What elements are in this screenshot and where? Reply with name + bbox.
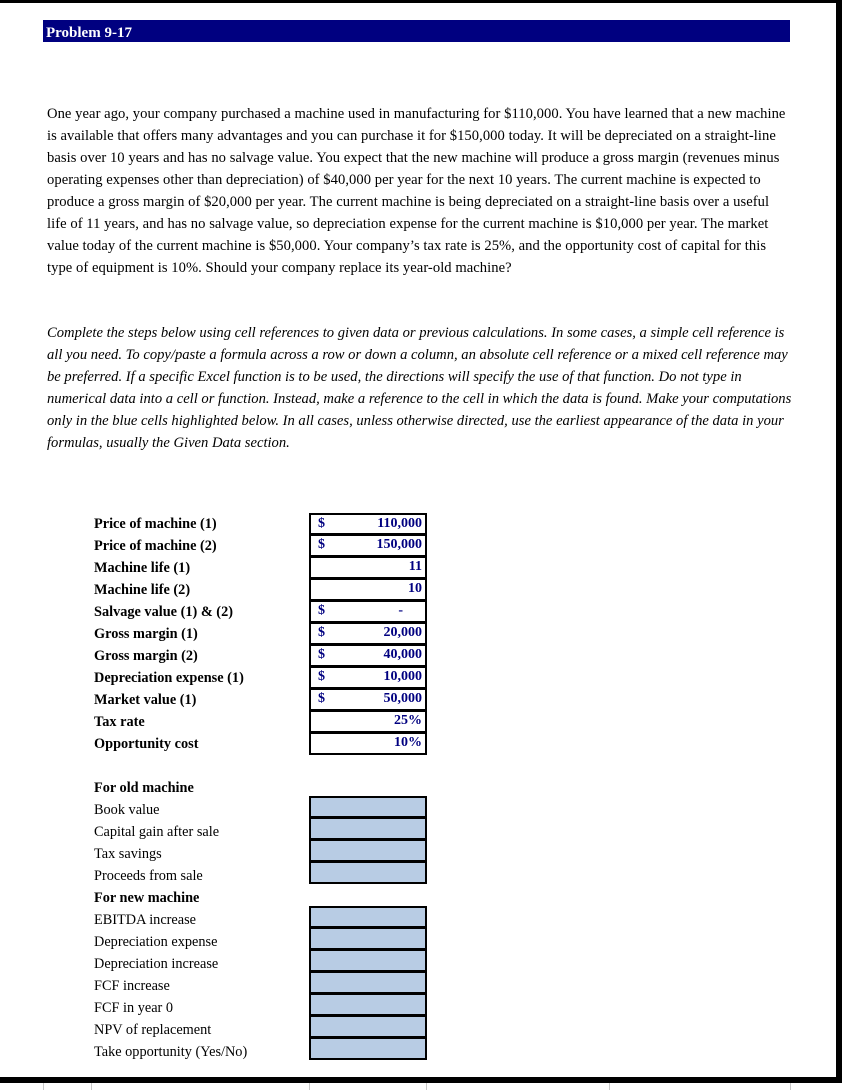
given-label-depreciation-1: Depreciation expense (1) <box>94 670 244 686</box>
input-proceeds-from-sale[interactable] <box>309 862 427 884</box>
given-cell-gross-margin-2[interactable] <box>309 645 427 667</box>
given-cell-tax-rate[interactable] <box>309 711 427 733</box>
window-border-right <box>836 0 842 1083</box>
currency-symbol: $ <box>318 537 325 552</box>
given-cell-depreciation-1[interactable] <box>309 667 427 689</box>
given-cell-opportunity-cost[interactable] <box>309 733 427 755</box>
given-cell-market-value[interactable] <box>309 689 427 711</box>
cell-value: 10 <box>408 581 422 596</box>
problem-title: Problem 9-17 <box>43 20 790 42</box>
cell-value: 50,000 <box>383 691 422 706</box>
label-fcf-year-0: FCF in year 0 <box>94 1000 174 1016</box>
input-fcf-year-0[interactable] <box>309 994 427 1016</box>
given-label-gross-margin-2: Gross margin (2) <box>94 648 198 664</box>
cell-value: 150,000 <box>376 537 422 552</box>
currency-symbol: $ <box>318 603 325 618</box>
cell-value: 40,000 <box>383 647 422 662</box>
cell-value: 10% <box>394 735 422 750</box>
input-take-opportunity[interactable] <box>309 1038 427 1060</box>
given-label-price-2: Price of machine (2) <box>94 538 217 554</box>
currency-symbol: $ <box>318 647 325 662</box>
input-ebitda-increase[interactable] <box>309 906 427 928</box>
label-fcf-increase: FCF increase <box>94 978 170 994</box>
given-cell-life-1[interactable] <box>309 557 427 579</box>
label-npv-replacement: NPV of replacement <box>94 1022 212 1038</box>
label-tax-savings: Tax savings <box>94 846 162 862</box>
currency-symbol: $ <box>318 625 325 640</box>
currency-symbol: $ <box>318 691 325 706</box>
label-depreciation-increase: Depreciation increase <box>94 956 219 972</box>
gridline <box>43 1083 44 1090</box>
cell-value: - <box>398 603 403 618</box>
label-proceeds-from-sale: Proceeds from sale <box>94 868 203 884</box>
label-depreciation-expense: Depreciation expense <box>94 934 218 950</box>
given-label-opportunity-cost: Opportunity cost <box>94 736 199 752</box>
input-book-value[interactable] <box>309 796 427 818</box>
currency-symbol: $ <box>318 516 325 531</box>
given-label-gross-margin-1: Gross margin (1) <box>94 626 198 642</box>
problem-statement: One year ago, your company purchased a machine used in manufacturing for $110,000. You have learned that a new machine is available that offers many advantages and you can purchase it for $150,000 today. It will be depreciated on a straight-line basis over 10 years and has no salvage value. You expect that the new machine will produce a gross margin (revenues minus operating expenses other than depreciation) of $40,000 per year for the next 10 years. The current machine is expected to produce a gross margin of $20,000 per year. The current machine is being depreciated on a straight-line basis over a useful life of 11 years, and has no salvage value, so depreciation expense for the current machine is $10,000 per year. The market value today of the current machine is $50,000. Your company’s tax rate is 25%, and the opportunity cost of capital for this type of equipment is 10%. Should your company replace its year-old machine? <box>47 106 786 276</box>
gridline <box>309 1083 310 1090</box>
given-label-salvage: Salvage value (1) & (2) <box>94 604 233 620</box>
given-label-market-value: Market value (1) <box>94 692 197 708</box>
given-cell-life-2[interactable] <box>309 579 427 601</box>
instructions: Complete the steps below using cell references to given data or previous calculations. In some cases, a simple cell reference is all you need. To copy/paste a formula across a row or down a column, an absolute cell reference or a mixed cell reference may be preferred. If a specific Excel function is to be used, the directions will specify the use of that function. Do not type in numerical data into a cell or function. Instead, make a reference to the cell in which the data is found. Make your computations only in the blue cells highlighted below. In all cases, unless otherwise directed, use the earliest appearance of the data in your formulas, usually the Given Data section. <box>47 325 792 451</box>
cell-value: 110,000 <box>377 516 422 531</box>
window-border-top <box>0 0 842 3</box>
cell-value: 11 <box>408 559 422 574</box>
currency-symbol: $ <box>318 669 325 684</box>
input-fcf-increase[interactable] <box>309 972 427 994</box>
label-ebitda-increase: EBITDA increase <box>94 912 197 928</box>
input-capital-gain[interactable] <box>309 818 427 840</box>
label-capital-gain: Capital gain after sale <box>94 824 220 840</box>
cell-value: 20,000 <box>383 625 422 640</box>
cell-value: 25% <box>394 713 422 728</box>
cell-value: 10,000 <box>383 669 422 684</box>
gridline <box>91 1083 92 1090</box>
given-cell-gross-margin-1[interactable] <box>309 623 427 645</box>
given-cell-price-2[interactable] <box>309 535 427 557</box>
given-label-life-1: Machine life (1) <box>94 560 191 576</box>
gridline <box>790 1083 791 1090</box>
input-tax-savings[interactable] <box>309 840 427 862</box>
gridline <box>426 1083 427 1090</box>
label-book-value: Book value <box>94 802 160 818</box>
gridline <box>609 1083 610 1090</box>
label-take-opportunity: Take opportunity (Yes/No) <box>94 1044 248 1060</box>
input-depreciation-expense[interactable] <box>309 928 427 950</box>
input-npv-replacement[interactable] <box>309 1016 427 1038</box>
input-depreciation-increase[interactable] <box>309 950 427 972</box>
new-machine-heading: For new machine <box>94 890 200 906</box>
given-label-tax-rate: Tax rate <box>94 714 145 730</box>
given-label-life-2: Machine life (2) <box>94 582 191 598</box>
window-border-bottom <box>0 1077 842 1083</box>
given-cell-salvage[interactable] <box>309 601 427 623</box>
given-label-price-1: Price of machine (1) <box>94 516 217 532</box>
old-machine-heading: For old machine <box>94 780 194 796</box>
given-cell-price-1[interactable] <box>309 513 427 535</box>
